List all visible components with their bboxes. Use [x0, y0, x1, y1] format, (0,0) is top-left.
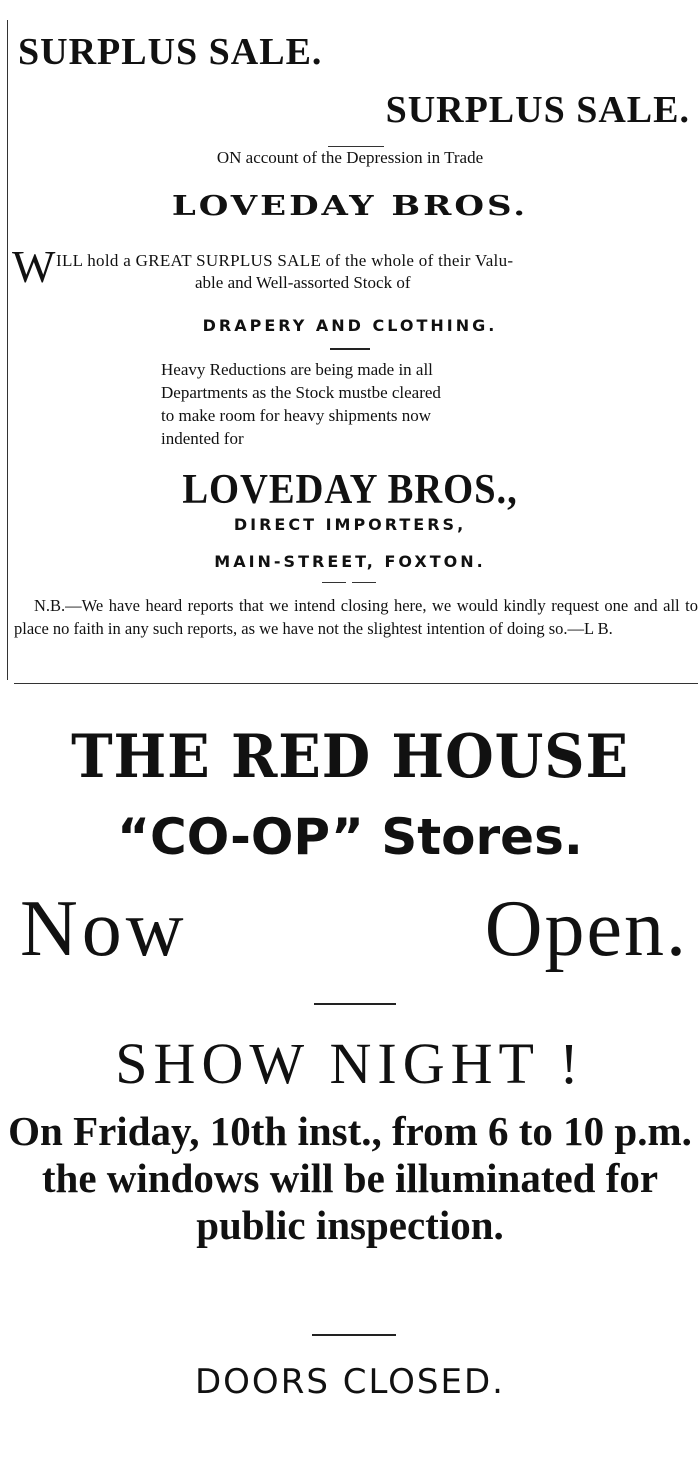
divider [328, 146, 384, 147]
intro-line-1: ILL hold a GREAT SURPLUS SALE of the whole of their Valu- [56, 251, 514, 270]
drop-cap: W [12, 241, 56, 292]
surplus-sale-heading-1: SURPLUS SALE. [18, 31, 323, 73]
divider [330, 348, 370, 350]
firm-name-heading: LOVEDAY BROS. [171, 190, 529, 222]
reductions-line-3: to make room for heavy shipments now [161, 406, 432, 425]
doors-closed: DOORS CLOSED. [194, 1362, 505, 1402]
note-paragraph: N.B.—We have heard reports that we intend closing here, we would kindly request one and all to place no faith in any such reports, as we have not the slightest intention of doing so.—L B. [14, 596, 698, 638]
column-rule [7, 20, 8, 680]
intro-line-2: able and Well-assorted Stock of [195, 273, 411, 292]
reductions-line-4: indented for [161, 429, 244, 448]
signature-role: DIRECT IMPORTERS, [233, 515, 467, 534]
reductions-line-2: Departments as the Stock mustbe cleared [161, 383, 441, 402]
show-night-details: On Friday, 10th inst., from 6 to 10 p.m. the windows will be illuminated for public inspection. [8, 1108, 692, 1248]
department-heading: DRAPERY AND CLOTHING. [202, 316, 498, 335]
divider [314, 1003, 396, 1005]
open-word: Open. [484, 885, 688, 973]
reductions-paragraph [161, 358, 441, 450]
now-word: Now [20, 885, 188, 973]
divider [312, 1334, 396, 1336]
divider [352, 582, 376, 583]
reductions-line-1: Heavy Reductions are being made in all [161, 360, 433, 379]
sale-reason: ON account of the Depression in Trade [216, 148, 484, 167]
divider [322, 582, 346, 583]
coop-stores-subtitle: “CO-OP” Stores. [117, 808, 583, 866]
section-separator [14, 683, 698, 684]
red-house-title: THE RED HOUSE [71, 722, 629, 792]
surplus-sale-heading-2: SURPLUS SALE. [385, 89, 690, 131]
show-night-heading: SHOW NIGHT ! [115, 1031, 585, 1096]
signature-address: MAIN-STREET, FOXTON. [214, 552, 486, 571]
signature-name: LOVEDAY BROS., [182, 467, 518, 513]
